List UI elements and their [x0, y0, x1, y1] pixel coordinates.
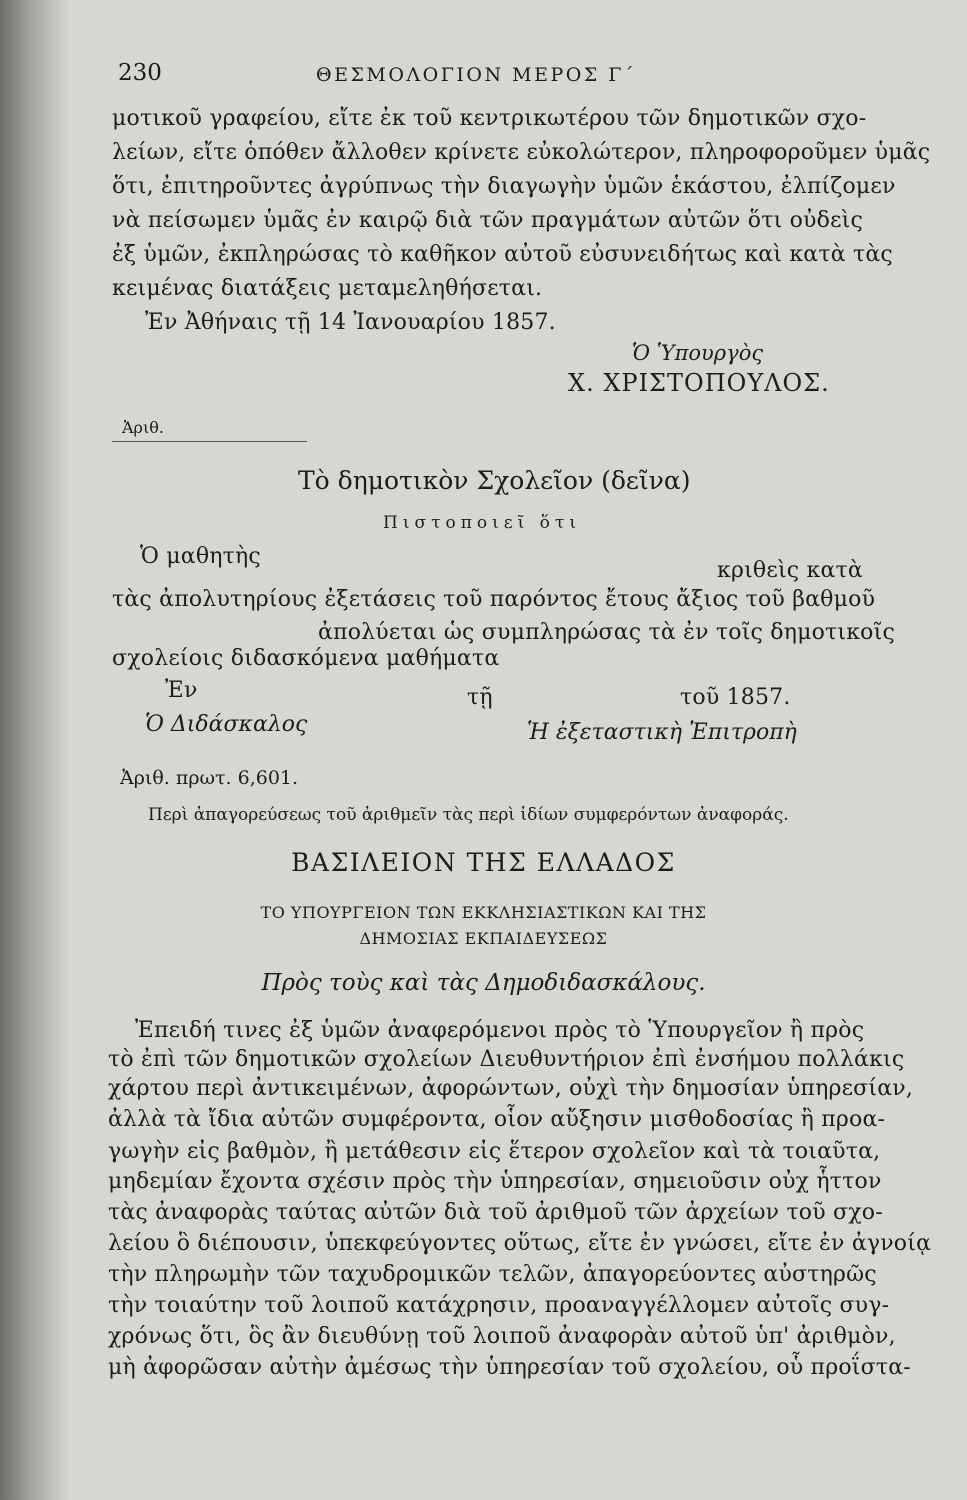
day-label: τῇ: [467, 685, 493, 710]
circular-subject: Περὶ ἀπαγορεύσεως τοῦ ἀριθμεῖν τὰς περὶ ἰδίων συμφερόντων ἀναφοράς.: [148, 805, 789, 825]
text-line: λείου ὃ διέπουσιν, ὑπεκφεύγοντες οὕτως, εἴτε ἐν γνώσει, εἴτε ἐν ἀγνοίᾳ: [108, 1231, 932, 1256]
text-line: μηδεμίαν ἔχοντα σχέσιν πρὸς τὴν ὑπηρεσίαν, σημειοῦσιν οὐχ ἧττον: [108, 1169, 882, 1194]
teacher-signature: Ὁ Διδάσκαλος: [145, 712, 308, 737]
text-line: ὅτι, ἐπιτηροῦντες ἀγρύπνως τὴν διαγωγὴν ὑμῶν ἑκάστου, ἐλπίζομεν: [112, 174, 896, 199]
signature-name: Χ. ΧΡΙΣΤΟΠΟΥΛΟΣ.: [568, 369, 830, 397]
text-line: τὴν πληρωμὴν τῶν ταχυδρομικῶν τελῶν, ἀπαγορεύοντες αὐστηρῶς: [108, 1262, 877, 1287]
text-line: χρόνως ὅτι, ὃς ἂν διευθύνῃ τοῦ λοιποῦ ἀναφορὰν αὐτοῦ ὑπ' ἀριθμὸν,: [108, 1324, 896, 1349]
text-line: τὰς ἀπολυτηρίους ἐξετάσεις τοῦ παρόντος ἔτους ἄξιος τοῦ βαθμοῦ: [112, 587, 876, 612]
text-line: μοτικοῦ γραφείου, εἴτε ἐκ τοῦ κεντρικωτέρου τῶν δημοτικῶν σχο-: [112, 106, 867, 131]
certificate-heading: Τὸ δημοτικὸν Σχολεῖον (δεῖνα): [298, 466, 691, 495]
judged-label: κριθεὶς κατὰ: [717, 558, 863, 583]
text-line: σχολείοις διδασκόμενα μαθήματα: [112, 646, 500, 671]
student-label: Ὁ μαθητὴς: [140, 544, 261, 569]
year-label: τοῦ 1857.: [680, 685, 791, 710]
text-line: χάρτου περὶ ἀντικειμένων, ἀφορώντων, οὐχὶ τὴν δημοσίαν ὑπηρεσίαν,: [108, 1076, 914, 1101]
text-line: ἀλλὰ τὰ ἴδια αὐτῶν συμφέροντα, οἷον αὔξησιν μισθοδοσίας ἢ προα-: [108, 1107, 886, 1132]
date-line: Ἐν Ἀθήναις τῇ 14 Ἰανουαρίου 1857.: [145, 310, 556, 335]
text-line: τὸ ἐπὶ τῶν δημοτικῶν σχολείων Διευθυντήριον ἐπὶ ἐνσήμου πολλάκις: [108, 1047, 905, 1072]
separator-rule: [112, 441, 307, 442]
text-line: τὴν τοιαύτην τοῦ λοιποῦ κατάχρησιν, προαναγγέλλομεν αὐτοῖς συγ-: [108, 1293, 890, 1318]
text-line: Ἐπειδή τινες ἐξ ὑμῶν ἀναφερόμενοι πρὸς τὸ Ὑπουργεῖον ἢ πρὸς: [135, 1018, 865, 1043]
text-line: τὰς ἀναφορὰς ταύτας αὐτῶν διὰ τοῦ ἀριθμοῦ τῶν ἀρχείων τοῦ σχο-: [108, 1200, 883, 1225]
text-line: ἐξ ὑμῶν, ἐκπληρώσας τὸ καθῆκον αὐτοῦ εὐσυνειδήτως καὶ κατὰ τὰς: [112, 242, 893, 267]
running-title: ΘΕΣΜΟΛΟΓΙΟΝ ΜΕΡΟΣ Γ΄: [316, 64, 636, 86]
text-line: νὰ πείσωμεν ὑμᾶς ἐν καιρῷ διὰ τῶν πραγμάτων αὐτῶν ὅτι οὐδεὶς: [112, 208, 864, 233]
text-line: γωγὴν εἰς βαθμὸν, ἢ μετάθεσιν εἰς ἕτερον σχολεῖον καὶ τὰ τοιαῦτα,: [108, 1139, 881, 1164]
ministry-heading-line2: ΔΗΜΟΣΙΑΣ ΕΚΠΑΙΔΕΥΣΕΩΣ: [359, 929, 608, 948]
place-label: Ἐν: [165, 678, 198, 703]
kingdom-heading: ΒΑΣΙΛΕΙΟΝ ΤΗΣ ΕΛΛΑΔΟΣ: [291, 848, 676, 877]
certificate-subheading: Πιστοποιεῖ ὅτι: [383, 513, 581, 533]
certificate-number-label: Ἀριθ.: [122, 418, 164, 437]
addressee: Πρὸς τοὺς καὶ τὰς Δημοδιδασκάλους.: [261, 970, 706, 996]
protocol-number: Ἀριθ. πρωτ. 6,601.: [120, 767, 299, 789]
ministry-heading-line1: ΤΟ ΥΠΟΥΡΓΕΙΟΝ ΤΩΝ ΕΚΚΛΗΣΙΑΣΤΙΚΩΝ ΚΑΙ ΤΗΣ: [260, 903, 707, 922]
signature-title: Ὁ Ὑπουργὸς: [632, 341, 764, 365]
text-line: λείων, εἴτε ὁπόθεν ἄλλοθεν κρίνετε εὐκολώτερον, πληροφοροῦμεν ὑμᾶς: [112, 140, 931, 165]
text-line: μὴ ἀφορῶσαν αὐτὴν ἀμέσως τὴν ὑπηρεσίαν τοῦ σχολείου, οὗ προΐστα-: [108, 1355, 911, 1380]
page-number: 230: [118, 60, 162, 86]
text-line: ἀπολύεται ὡς συμπληρώσας τὰ ἐν τοῖς δημοτικοῖς: [318, 620, 895, 645]
committee-signature: Ἡ ἐξεταστικὴ Ἐπιτροπὴ: [527, 720, 797, 745]
text-line: κειμένας διατάξεις μεταμεληθήσεται.: [112, 276, 543, 301]
binding-shadow: [0, 0, 70, 1500]
